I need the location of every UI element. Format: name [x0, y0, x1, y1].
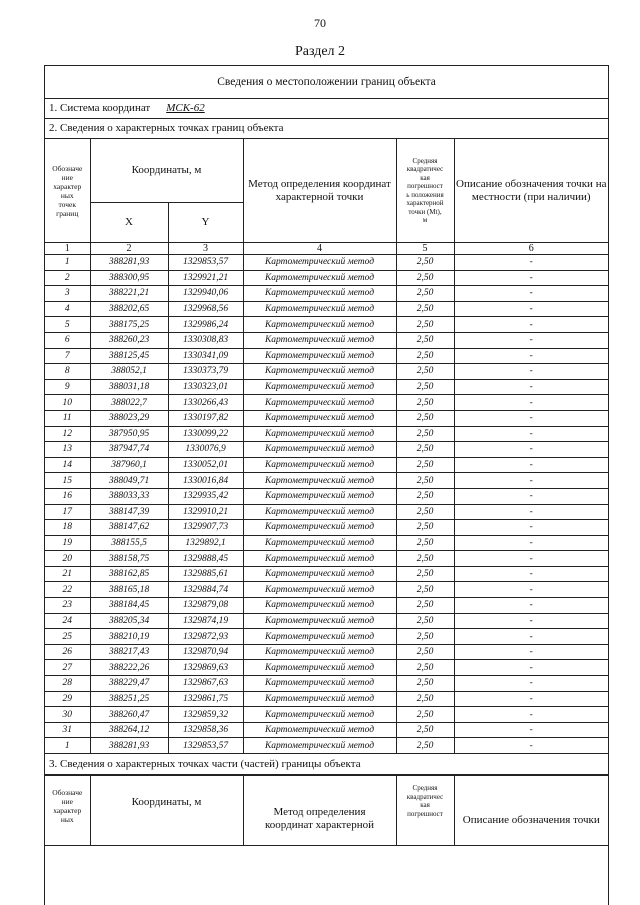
coord-y: 1329940,06	[168, 286, 243, 302]
table-row	[45, 426, 608, 442]
header-point-name-line: ние	[61, 172, 73, 182]
coord-y: 1329879,08	[168, 598, 243, 614]
point-number: 6	[45, 332, 90, 348]
coord-y: 1329888,45	[168, 551, 243, 567]
table-row	[45, 535, 608, 551]
coord-x: 388281,93	[90, 255, 168, 271]
accuracy-cell: 2,50	[396, 660, 454, 676]
method-cell: Картометрический метод	[243, 255, 396, 271]
point-number: 27	[45, 660, 90, 676]
point-number: 5	[45, 317, 90, 333]
coord-y: 1329986,24	[168, 317, 243, 333]
accuracy-cell: 2,50	[396, 504, 454, 520]
coord-x: 388217,43	[90, 644, 168, 660]
table-row	[45, 473, 608, 489]
header-point-name-line: границ	[56, 208, 79, 218]
accuracy-cell: 2,50	[396, 457, 454, 473]
point-number: 24	[45, 613, 90, 629]
method-cell: Картометрический метод	[243, 473, 396, 489]
point-number: 13	[45, 442, 90, 458]
table-row	[45, 255, 608, 271]
header-point-name-line: ных	[60, 190, 74, 200]
method-cell: Картометрический метод	[243, 691, 396, 707]
header-coordinates: Координаты, м	[90, 139, 243, 203]
coord-x: 388147,62	[90, 520, 168, 536]
coord-x: 388260,47	[90, 707, 168, 723]
coordinate-system-line	[45, 99, 608, 119]
accuracy-cell: 2,50	[396, 566, 454, 582]
point-number: 2	[45, 270, 90, 286]
coordinate-system-label: 1. Система координат	[49, 102, 151, 114]
table-row	[45, 722, 608, 738]
method-cell: Картометрический метод	[243, 348, 396, 364]
description-cell: -	[454, 317, 608, 333]
description-cell: -	[454, 301, 608, 317]
column-numbers-row	[45, 243, 608, 255]
header-point-name-line: характер	[53, 181, 82, 191]
header-description: Описание обозначения точки на местности (при наличии)	[454, 139, 608, 243]
description-cell: -	[454, 676, 608, 692]
header-point-name	[45, 139, 90, 243]
description-cell: -	[454, 535, 608, 551]
point-number: 15	[45, 473, 90, 489]
table-row	[45, 613, 608, 629]
coord-x: 388221,21	[90, 286, 168, 302]
header-x: X	[90, 203, 168, 243]
header2-point-name-line: ние	[61, 797, 73, 806]
accuracy-cell: 2,50	[396, 613, 454, 629]
table-row	[45, 270, 608, 286]
header2-accuracy-line: Средняя	[412, 784, 438, 792]
header-accuracy-lines	[397, 157, 454, 225]
coord-y: 1330076,9	[168, 442, 243, 458]
coord-x: 388023,29	[90, 410, 168, 426]
point-number: 18	[45, 520, 90, 536]
table-row	[45, 442, 608, 458]
method-cell: Картометрический метод	[243, 676, 396, 692]
coord-y: 1329859,32	[168, 707, 243, 723]
coord-y: 1329861,75	[168, 691, 243, 707]
accuracy-cell: 2,50	[396, 598, 454, 614]
table-row	[45, 348, 608, 364]
point-number: 14	[45, 457, 90, 473]
accuracy-cell: 2,50	[396, 348, 454, 364]
point-number: 1	[45, 738, 90, 754]
point-number: 4	[45, 301, 90, 317]
coord-x: 388229,47	[90, 676, 168, 692]
table-row	[45, 410, 608, 426]
method-cell: Картометрический метод	[243, 270, 396, 286]
point-number: 26	[45, 644, 90, 660]
coord-x: 388210,19	[90, 629, 168, 645]
coord-x: 388022,7	[90, 395, 168, 411]
accuracy-cell: 2,50	[396, 364, 454, 380]
coord-x: 388175,25	[90, 317, 168, 333]
description-cell: -	[454, 566, 608, 582]
accuracy-cell: 2,50	[396, 722, 454, 738]
table-row	[45, 332, 608, 348]
coord-y: 1330099,22	[168, 426, 243, 442]
accuracy-cell: 2,50	[396, 395, 454, 411]
col-number: 4	[243, 243, 396, 255]
accuracy-cell: 2,50	[396, 738, 454, 754]
accuracy-cell: 2,50	[396, 410, 454, 426]
header2-accuracy-line: кая	[420, 801, 430, 809]
coord-x: 388031,18	[90, 379, 168, 395]
table-row	[45, 301, 608, 317]
boundary-points-table	[45, 139, 608, 754]
point-number: 29	[45, 691, 90, 707]
header-accuracy-line: Средняя	[412, 156, 438, 165]
accuracy-cell: 2,50	[396, 488, 454, 504]
method-cell: Картометрический метод	[243, 317, 396, 333]
point-number: 30	[45, 707, 90, 723]
description-cell: -	[454, 410, 608, 426]
description-cell: -	[454, 286, 608, 302]
coordinate-system-value: МСК-62	[166, 102, 205, 114]
accuracy-cell: 2,50	[396, 332, 454, 348]
header-accuracy-line: характерной	[406, 199, 444, 207]
col-number: 1	[45, 243, 90, 255]
description-cell: -	[454, 582, 608, 598]
coord-x: 388251,25	[90, 691, 168, 707]
header2-description: Описание обозначения точки	[454, 776, 608, 846]
method-cell: Картометрический метод	[243, 442, 396, 458]
header-accuracy-line: кая	[420, 173, 430, 182]
accuracy-cell: 2,50	[396, 520, 454, 536]
accuracy-cell: 2,50	[396, 629, 454, 645]
coord-x: 388202,65	[90, 301, 168, 317]
coord-y: 1329907,73	[168, 520, 243, 536]
method-cell: Картометрический метод	[243, 613, 396, 629]
description-cell: -	[454, 379, 608, 395]
part-boundary-points-table	[45, 775, 608, 846]
coord-y: 1329853,57	[168, 255, 243, 271]
method-cell: Картометрический метод	[243, 535, 396, 551]
coord-x: 388165,18	[90, 582, 168, 598]
method-cell: Картометрический метод	[243, 410, 396, 426]
method-cell: Картометрический метод	[243, 520, 396, 536]
col-number: 6	[454, 243, 608, 255]
col-number: 3	[168, 243, 243, 255]
coord-y: 1330308,83	[168, 332, 243, 348]
description-cell: -	[454, 551, 608, 567]
description-cell: -	[454, 660, 608, 676]
method-cell: Картометрический метод	[243, 426, 396, 442]
table-row	[45, 676, 608, 692]
method-cell: Картометрический метод	[243, 488, 396, 504]
accuracy-cell: 2,50	[396, 286, 454, 302]
accuracy-cell: 2,50	[396, 379, 454, 395]
accuracy-cell: 2,50	[396, 582, 454, 598]
description-cell: -	[454, 395, 608, 411]
coord-y: 1329921,21	[168, 270, 243, 286]
point-number: 3	[45, 286, 90, 302]
header2-method-line: координат характерной	[265, 819, 374, 831]
method-cell: Картометрический метод	[243, 504, 396, 520]
point-number: 28	[45, 676, 90, 692]
coord-x: 388281,93	[90, 738, 168, 754]
accuracy-cell: 2,50	[396, 676, 454, 692]
point-number: 16	[45, 488, 90, 504]
header2-point-name	[45, 776, 90, 846]
accuracy-cell: 2,50	[396, 535, 454, 551]
coord-x: 388125,45	[90, 348, 168, 364]
method-cell: Картометрический метод	[243, 286, 396, 302]
method-cell: Картометрический метод	[243, 301, 396, 317]
coord-y: 1330016,84	[168, 473, 243, 489]
coord-x: 388052,1	[90, 364, 168, 380]
method-cell: Картометрический метод	[243, 598, 396, 614]
description-cell: -	[454, 520, 608, 536]
method-cell: Картометрический метод	[243, 660, 396, 676]
table-row	[45, 379, 608, 395]
section-title: Раздел 2	[294, 44, 346, 59]
coord-y: 1329885,61	[168, 566, 243, 582]
coord-y: 1330052,01	[168, 457, 243, 473]
method-cell: Картометрический метод	[243, 582, 396, 598]
table-row	[45, 395, 608, 411]
header-accuracy-line: ь положения	[406, 190, 444, 199]
point-number: 17	[45, 504, 90, 520]
description-cell: -	[454, 738, 608, 754]
header2-method	[243, 776, 396, 846]
method-cell: Картометрический метод	[243, 707, 396, 723]
description-cell: -	[454, 442, 608, 458]
table-row	[45, 504, 608, 520]
method-cell: Картометрический метод	[243, 629, 396, 645]
page-number: 70	[314, 16, 326, 30]
description-cell: -	[454, 348, 608, 364]
header2-accuracy-lines	[397, 784, 454, 818]
coord-y: 1329872,93	[168, 629, 243, 645]
point-number: 9	[45, 379, 90, 395]
section-3-label: 3. Сведения о характерных точках части (частей) границы объекта	[45, 754, 608, 775]
table-row	[45, 551, 608, 567]
coord-x: 388205,34	[90, 613, 168, 629]
header2-accuracy-line: погрешност	[407, 809, 443, 818]
coord-y: 1330373,79	[168, 364, 243, 380]
accuracy-cell: 2,50	[396, 301, 454, 317]
method-cell: Картометрический метод	[243, 644, 396, 660]
description-cell: -	[454, 332, 608, 348]
header-point-name-line: точек	[58, 199, 76, 209]
header2-method-line: Метод определения	[273, 806, 366, 818]
point-number: 7	[45, 348, 90, 364]
method-cell: Картометрический метод	[243, 457, 396, 473]
coord-x: 387947,74	[90, 442, 168, 458]
accuracy-cell: 2,50	[396, 442, 454, 458]
coord-y: 1329874,19	[168, 613, 243, 629]
point-number: 25	[45, 629, 90, 645]
accuracy-cell: 2,50	[396, 255, 454, 271]
point-number: 23	[45, 598, 90, 614]
point-number: 11	[45, 410, 90, 426]
table-row	[45, 644, 608, 660]
coord-x: 388049,71	[90, 473, 168, 489]
table-row	[45, 488, 608, 504]
method-cell: Картометрический метод	[243, 379, 396, 395]
header2-point-name-line: ных	[60, 815, 74, 824]
point-number: 19	[45, 535, 90, 551]
coord-x: 388222,26	[90, 660, 168, 676]
table-row	[45, 582, 608, 598]
point-number: 20	[45, 551, 90, 567]
coord-x: 388162,85	[90, 566, 168, 582]
description-cell: -	[454, 613, 608, 629]
description-cell: -	[454, 255, 608, 271]
header2-accuracy-line: квадратичес	[406, 792, 444, 801]
description-cell: -	[454, 629, 608, 645]
coord-y: 1329869,63	[168, 660, 243, 676]
point-number: 10	[45, 395, 90, 411]
table-row	[45, 286, 608, 302]
coord-y: 1329884,74	[168, 582, 243, 598]
header-accuracy-line: погрешност	[407, 182, 443, 190]
table-row	[45, 598, 608, 614]
header2-point-name-line: характер	[53, 806, 82, 815]
table-row	[45, 364, 608, 380]
coord-y: 1329968,56	[168, 301, 243, 317]
point-number: 12	[45, 426, 90, 442]
section-2-label: 2. Сведения о характерных точках границ объекта	[45, 119, 608, 139]
header2-point-name-lines	[45, 788, 90, 824]
header-point-name-line: Обозначе	[52, 163, 83, 173]
description-cell: -	[454, 722, 608, 738]
coord-x: 388300,95	[90, 270, 168, 286]
col-number: 2	[90, 243, 168, 255]
points-body	[45, 255, 608, 754]
document-title: Сведения о местоположении границ объекта	[45, 66, 608, 99]
coord-y: 1329892,1	[168, 535, 243, 551]
table-row	[45, 738, 608, 754]
method-cell: Картометрический метод	[243, 364, 396, 380]
table-row	[45, 457, 608, 473]
table-row	[45, 566, 608, 582]
coord-x: 388184,45	[90, 598, 168, 614]
accuracy-cell: 2,50	[396, 707, 454, 723]
point-number: 21	[45, 566, 90, 582]
point-number: 31	[45, 722, 90, 738]
table-row	[45, 629, 608, 645]
header-accuracy	[396, 139, 454, 243]
accuracy-cell: 2,50	[396, 691, 454, 707]
header2-coordinates: Координаты, м	[90, 776, 243, 846]
coord-y: 1329858,36	[168, 722, 243, 738]
description-cell: -	[454, 644, 608, 660]
header-method: Метод определения координат характерной точки	[243, 139, 396, 243]
table-row	[45, 691, 608, 707]
accuracy-cell: 2,50	[396, 270, 454, 286]
accuracy-cell: 2,50	[396, 644, 454, 660]
description-cell: -	[454, 488, 608, 504]
point-number: 22	[45, 582, 90, 598]
description-cell: -	[454, 364, 608, 380]
method-cell: Картометрический метод	[243, 722, 396, 738]
header2-point-name-line: Обозначе	[52, 788, 83, 797]
coord-y: 1330341,09	[168, 348, 243, 364]
description-cell: -	[454, 270, 608, 286]
table-row	[45, 317, 608, 333]
coord-x: 388264,12	[90, 722, 168, 738]
accuracy-cell: 2,50	[396, 473, 454, 489]
accuracy-cell: 2,50	[396, 426, 454, 442]
coord-y: 1330197,82	[168, 410, 243, 426]
method-cell: Картометрический метод	[243, 738, 396, 754]
description-cell: -	[454, 598, 608, 614]
coord-x: 388155,5	[90, 535, 168, 551]
coord-y: 1329910,21	[168, 504, 243, 520]
table-row	[45, 660, 608, 676]
description-cell: -	[454, 504, 608, 520]
method-cell: Картометрический метод	[243, 566, 396, 582]
method-cell: Картометрический метод	[243, 551, 396, 567]
description-cell: -	[454, 691, 608, 707]
description-cell: -	[454, 707, 608, 723]
table-row	[45, 520, 608, 536]
header2-accuracy	[396, 776, 454, 846]
description-cell: -	[454, 473, 608, 489]
coord-y: 1329853,57	[168, 738, 243, 754]
coord-y: 1329870,94	[168, 644, 243, 660]
coord-x: 388147,39	[90, 504, 168, 520]
header-accuracy-line: м	[422, 216, 428, 224]
document-frame	[44, 65, 609, 905]
coord-y: 1329867,63	[168, 676, 243, 692]
coord-x: 388033,33	[90, 488, 168, 504]
coord-y: 1329935,42	[168, 488, 243, 504]
coord-y: 1330323,01	[168, 379, 243, 395]
header-point-name-lines	[45, 164, 90, 218]
method-cell: Картометрический метод	[243, 332, 396, 348]
accuracy-cell: 2,50	[396, 317, 454, 333]
col-number: 5	[396, 243, 454, 255]
coord-x: 387960,1	[90, 457, 168, 473]
header-y: Y	[168, 203, 243, 243]
point-number: 8	[45, 364, 90, 380]
description-cell: -	[454, 457, 608, 473]
accuracy-cell: 2,50	[396, 551, 454, 567]
method-cell: Картометрический метод	[243, 395, 396, 411]
coord-x: 387950,95	[90, 426, 168, 442]
coord-x: 388158,75	[90, 551, 168, 567]
header-accuracy-line: точки (Mt),	[408, 207, 442, 216]
table-row	[45, 707, 608, 723]
coord-x: 388260,23	[90, 332, 168, 348]
point-number: 1	[45, 255, 90, 271]
description-cell: -	[454, 426, 608, 442]
header-accuracy-line: квадратичес	[406, 165, 444, 173]
coord-y: 1330266,43	[168, 395, 243, 411]
